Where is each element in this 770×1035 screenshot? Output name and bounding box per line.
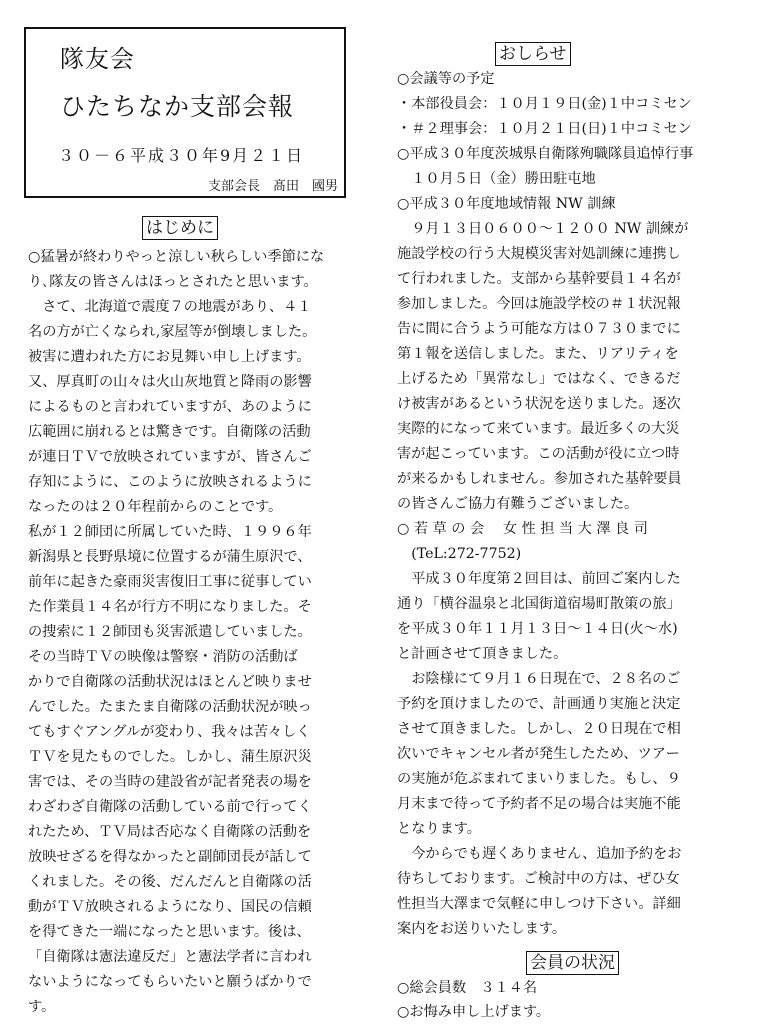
text-line: 平成３０年度第２回目は、前回ご案内した bbox=[397, 571, 681, 587]
intro-body bbox=[28, 245, 373, 1020]
editor-name: 支部会長 髙田 國男 bbox=[207, 179, 338, 194]
text-line: 動がＴＶ放映されるようになり、国民の信頼 bbox=[28, 899, 312, 915]
members-body bbox=[397, 976, 747, 1024]
issue-date: ３０－６平成３０年9月２１日 bbox=[58, 146, 305, 165]
text-line: ○お悔み申し上げます。 bbox=[397, 1004, 551, 1020]
text-line: ・＃２理事会：１０月２１日(日)１中コミセン bbox=[397, 121, 692, 137]
text-line: 参加しました。今回は施設学校の＃１状況報 bbox=[397, 296, 681, 312]
text-line: 月末まで待って予約者不足の場合は実施不能 bbox=[397, 796, 681, 812]
text-line: の実施が危ぶまれてまいりました。もし、９ bbox=[397, 771, 681, 787]
text-line: 上げるため「異常なし」ではなく、できるだ bbox=[397, 371, 681, 387]
text-line: て行われました。支部から基幹要員１４名が bbox=[397, 271, 681, 287]
text-line: り､隊友の皆さんはほっとされたと思います。 bbox=[28, 274, 318, 290]
text-line: 通り「横谷温泉と北国街道宿場町散策の旅」 bbox=[397, 596, 681, 612]
text-line: さて、北海道で震度７の地震があり、４１ bbox=[28, 299, 312, 315]
text-line: と計画させて頂きました。 bbox=[397, 646, 568, 662]
text-line: となります。 bbox=[397, 821, 481, 837]
text-line: てもすぐアングルが変わり、我々は苦々しく bbox=[28, 724, 311, 740]
text-line: ないようになってもらいたいと願うばかりで bbox=[28, 974, 312, 990]
text-line: 告に間に合うよう可能な方は０７３０までに bbox=[397, 321, 681, 337]
masthead bbox=[24, 27, 346, 198]
text-line: 性担当大澤まで気軽に申しつけ下さい。詳細 bbox=[397, 896, 681, 912]
text-line: の捜索に１２師団も災害派遣していました。 bbox=[28, 624, 312, 640]
text-line: の皆さんご協力有難うございました。 bbox=[397, 496, 639, 512]
text-line: (TeL:272-7752) bbox=[397, 546, 522, 562]
text-line: 案内をお送りいたします。 bbox=[397, 921, 567, 937]
text-line: ＴＶを見たものでした。しかし、蒲生原沢災 bbox=[28, 749, 312, 765]
intro-heading: はじめに bbox=[142, 216, 218, 240]
text-line: 第１報を送信しました。また、リアリティを bbox=[397, 346, 679, 362]
text-line: ９月１３日０６００～１２００ NW 訓練が bbox=[397, 221, 689, 237]
text-line: ○平成３０年度茨城県自衛隊殉職隊員追悼行事 bbox=[397, 146, 694, 162]
text-line: 害では、その当時の建設省が記者発表の場を bbox=[28, 774, 312, 790]
text-line: ○総会員数 ３１４名 bbox=[397, 980, 538, 996]
text-line: ・本部役員会：１０月１９日(金)１中コミセン bbox=[397, 96, 692, 112]
text-line: させて頂きました。しかし、２０日現在で相 bbox=[397, 721, 681, 737]
org-name: 隊友会 bbox=[60, 45, 135, 73]
text-line: 待ちしております。ご検討中の方は、ぜひ女 bbox=[397, 871, 680, 887]
notice-heading: おしらせ bbox=[495, 42, 571, 66]
text-line: によるものと言われていますが、あのように bbox=[28, 399, 312, 415]
newsletter-title: ひたちなか支部会報 bbox=[60, 92, 295, 121]
text-line: 予約を頂けましたので、計画通り実施と決定 bbox=[397, 696, 681, 712]
text-line: ○平成３０年度地域情報 NW 訓練 bbox=[397, 196, 616, 212]
text-line: 私が１２師団に所属していた時、１９９６年 bbox=[28, 524, 312, 540]
text-line: 施設学校の行う大規模災害対処訓練に連携し bbox=[397, 246, 681, 262]
text-line: ○ 若 草 の 会 女 性 担 当 大 澤 良 司 bbox=[397, 521, 648, 537]
text-line: 名の方が亡くなられ,家屋等が倒壊しました。 bbox=[28, 324, 317, 340]
text-line: を平成３０年１１月１３日～１４日(火～水) bbox=[397, 621, 678, 637]
text-line: お陰様にて９月１６日現在で、２８名のご bbox=[397, 671, 681, 687]
text-line: 又、厚真町の山々は火山灰地質と降雨の影響 bbox=[28, 374, 312, 390]
text-line: 害が起こっています。この活動が役に立つ時 bbox=[397, 446, 680, 462]
text-line: が連日ＴＶで放映されていますが、皆さんご bbox=[28, 449, 312, 465]
text-line: 実際的になって来ています。最近多くの大災 bbox=[397, 421, 680, 437]
text-line: れたため、ＴＶ局は否応なく自衛隊の活動を bbox=[28, 824, 312, 840]
text-line: １０月５日（金）勝田駐屯地 bbox=[397, 171, 596, 187]
text-line: 今からでも遅くありません、追加予約をお bbox=[397, 846, 682, 862]
text-line: 放映せざるを得なかったと副師団長が話して bbox=[28, 849, 312, 865]
text-line: 前年に起きた豪雨災害復旧工事に従事してい bbox=[28, 574, 312, 590]
text-line: 被害に遭われた方にお見舞い申し上げます。 bbox=[28, 349, 311, 365]
text-line: んでした。たまたま自衛隊の活動状況が映っ bbox=[28, 699, 312, 715]
text-line: かりで自衛隊の活動状況はほとんど映りませ bbox=[28, 674, 312, 690]
members-heading: 会員の状況 bbox=[526, 951, 619, 975]
text-line: なったのは２０年程前からのことです。 bbox=[28, 499, 283, 515]
text-line: ○会議等の予定 bbox=[397, 71, 495, 87]
text-line: 「自衛隊は憲法違反だ」と憲法学者に言われ bbox=[28, 949, 312, 965]
text-line: を得てきた一端になったと思います。後は、 bbox=[28, 924, 311, 940]
text-line: わざわざ自衛隊の活動している前で行ってく bbox=[28, 799, 312, 815]
text-line: くれました。その後、だんだんと自衛隊の活 bbox=[28, 874, 312, 890]
text-line: 広範囲に崩れるとは驚きです。自衛隊の活動 bbox=[28, 424, 311, 440]
text-line: ○猛暑が終わりやっと涼しい秋らしい季節にな bbox=[28, 249, 325, 265]
notice-body bbox=[397, 67, 747, 942]
text-line: 存知にように、このように放映されるように bbox=[28, 474, 312, 490]
text-line: が来るかもしれません。参加された基幹要員 bbox=[397, 471, 682, 487]
text-line: け被害があるという状況を送りました。逐次 bbox=[397, 396, 681, 412]
text-line: 次いでキャンセル者が発生したため、ツアー bbox=[397, 746, 680, 762]
text-line: 新潟県と長野県境に位置するが蒲生原沢で、 bbox=[28, 549, 312, 565]
text-line: その当時ＴＶの映像は警察・消防の活動ば bbox=[28, 649, 298, 665]
text-line: す。 bbox=[28, 999, 56, 1015]
text-line: た作業員１４名が行方不明になりました。そ bbox=[28, 599, 312, 615]
